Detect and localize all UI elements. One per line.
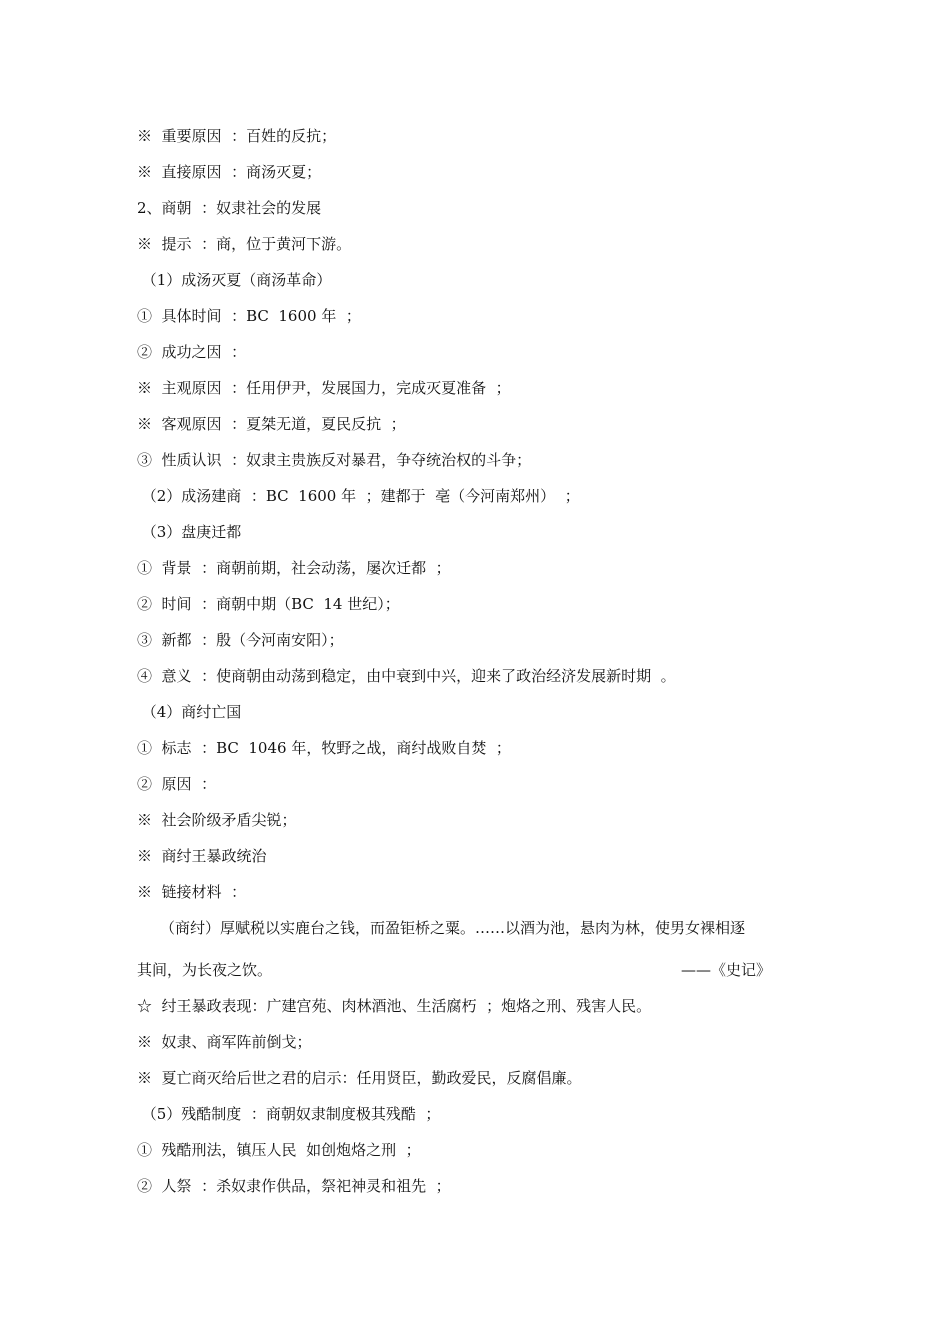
subsection-heading: （1）成汤灭夏（商汤革命） (137, 271, 332, 289)
text-line: ② 成功之因 ： (137, 343, 247, 361)
text-line: ④ 意义 ：使商朝由动荡到稳定，由中衰到中兴，迎来了政治经济发展新时期 。 (137, 667, 676, 685)
text-line: ※ 直接原因 ：商汤灭夏； (137, 163, 322, 181)
text-line: ① 具体时间 ：BC 1600 年 ； (137, 307, 361, 325)
subsection-heading: （5）残酷制度 ：商朝奴隶制度极其残酷 ； (137, 1105, 441, 1123)
text-line: ① 背景 ：商朝前期，社会动荡，屡次迁都 ； (137, 559, 451, 577)
text-line: ※ 链接材料 ： (137, 883, 247, 901)
text-line: ※ 奴隶、商军阵前倒戈； (137, 1033, 312, 1051)
subsection-heading: （2）成汤建商 ：BC 1600 年 ；建都于 亳（今河南郑州） ； (137, 487, 580, 505)
text-line: ☆ 纣王暴政表现：广建宫苑、肉林酒池、生活腐朽 ；炮烙之刑、残害人民。 (137, 997, 652, 1015)
text-line: ※ 客观原因 ：夏桀无道，夏民反抗 ； (137, 415, 406, 433)
subsection-heading: （3）盘庚迁都 (137, 523, 242, 541)
text-line: ② 时间 ：商朝中期（BC 14 世纪）； (137, 595, 400, 613)
quote-source: ——《史记》 (681, 961, 772, 979)
section-heading: 2、商朝 ：奴隶社会的发展 (137, 199, 322, 217)
quote-text: （商纣）厚赋税以实鹿台之钱，而盈钜桥之粟。……以酒为池，悬肉为林，使男女裸相逐 (160, 919, 746, 937)
text-line: ※ 商纣王暴政统治 (137, 847, 267, 865)
text-line: ② 人祭 ：杀奴隶作供品，祭祀神灵和祖先 ； (137, 1177, 451, 1195)
quote-text: 其间，为长夜之饮。 (137, 961, 273, 979)
text-line: ※ 社会阶级矛盾尖锐； (137, 811, 297, 829)
text-line: ※ 提示 ：商，位于黄河下游。 (137, 235, 352, 253)
text-line: ① 残酷刑法，镇压人民 如创炮烙之刑 ； (137, 1141, 421, 1159)
text-line: ① 标志 ：BC 1046 年，牧野之战，商纣战败自焚 ； (137, 739, 511, 757)
text-line: ※ 夏亡商灭给后世之君的启示：任用贤臣，勤政爱民，反腐倡廉。 (137, 1069, 582, 1087)
text-line: ③ 性质认识 ：奴隶主贵族反对暴君，争夺统治权的斗争； (137, 451, 532, 469)
text-line: ※ 主观原因 ：任用伊尹，发展国力，完成灭夏准备 ； (137, 379, 511, 397)
text-line: ③ 新都 ：殷（今河南安阳）； (137, 631, 344, 649)
text-line: ※ 重要原因 ：百姓的反抗； (137, 127, 337, 145)
text-line: ② 原因 ： (137, 775, 217, 793)
subsection-heading: （4）商纣亡国 (137, 703, 242, 721)
